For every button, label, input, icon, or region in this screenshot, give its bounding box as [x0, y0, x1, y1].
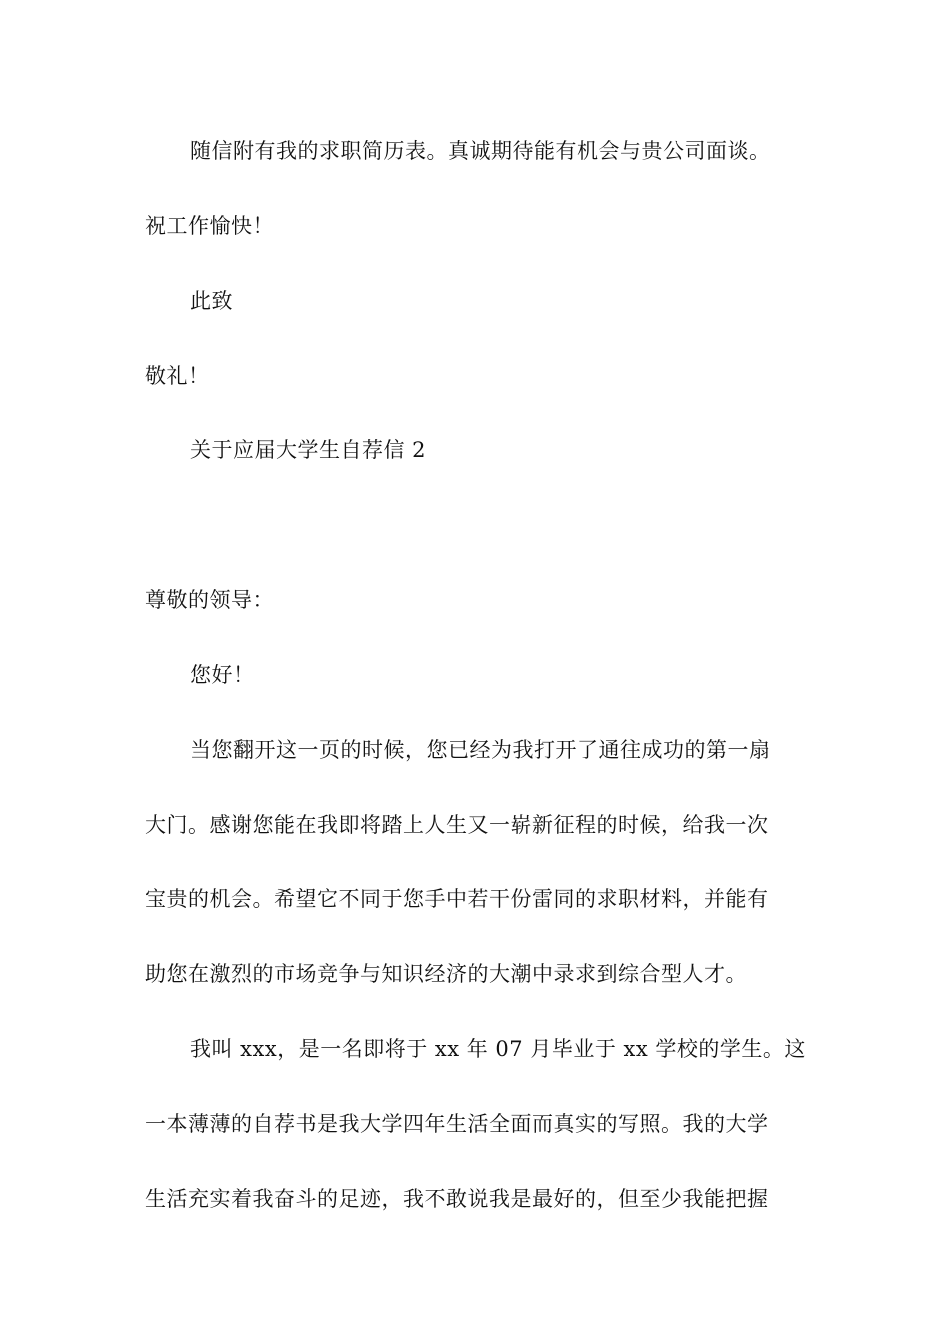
letter-greeting: 您好！	[190, 663, 255, 687]
salutation-cizhi: 此致	[190, 289, 233, 313]
paragraph-2-line-2: 一本薄薄的自荐书是我大学四年生活全面而真实的写照。我的大学	[145, 1112, 769, 1136]
salutation-jingli: 敬礼！	[145, 364, 210, 388]
paragraph-2-line-3: 生活充实着我奋斗的足迹，我不敢说我是最好的，但至少我能把握	[145, 1187, 769, 1211]
section-heading: 关于应届大学生自荐信 2	[190, 438, 427, 462]
closing-wish: 祝工作愉快！	[145, 214, 274, 238]
paragraph-1-line-2: 大门。感谢您能在我即将踏上人生又一崭新征程的时候，给我一次	[145, 813, 769, 837]
letter-recipient: 尊敬的领导：	[145, 588, 274, 612]
paragraph-closing-resume: 随信附有我的求职简历表。真诚期待能有机会与贵公司面谈。	[190, 139, 771, 163]
paragraph-1-line-4: 助您在激烈的市场竞争与知识经济的大潮中录求到综合型人才。	[145, 962, 747, 986]
paragraph-2-line-1: 我叫 xxx，是一名即将于 xx 年 07 月毕业于 xx 学校的学生。这	[190, 1037, 806, 1061]
paragraph-1-line-3: 宝贵的机会。希望它不同于您手中若干份雷同的求职材料，并能有	[145, 887, 769, 911]
paragraph-1-line-1: 当您翻开这一页的时候，您已经为我打开了通往成功的第一扇	[190, 738, 771, 762]
